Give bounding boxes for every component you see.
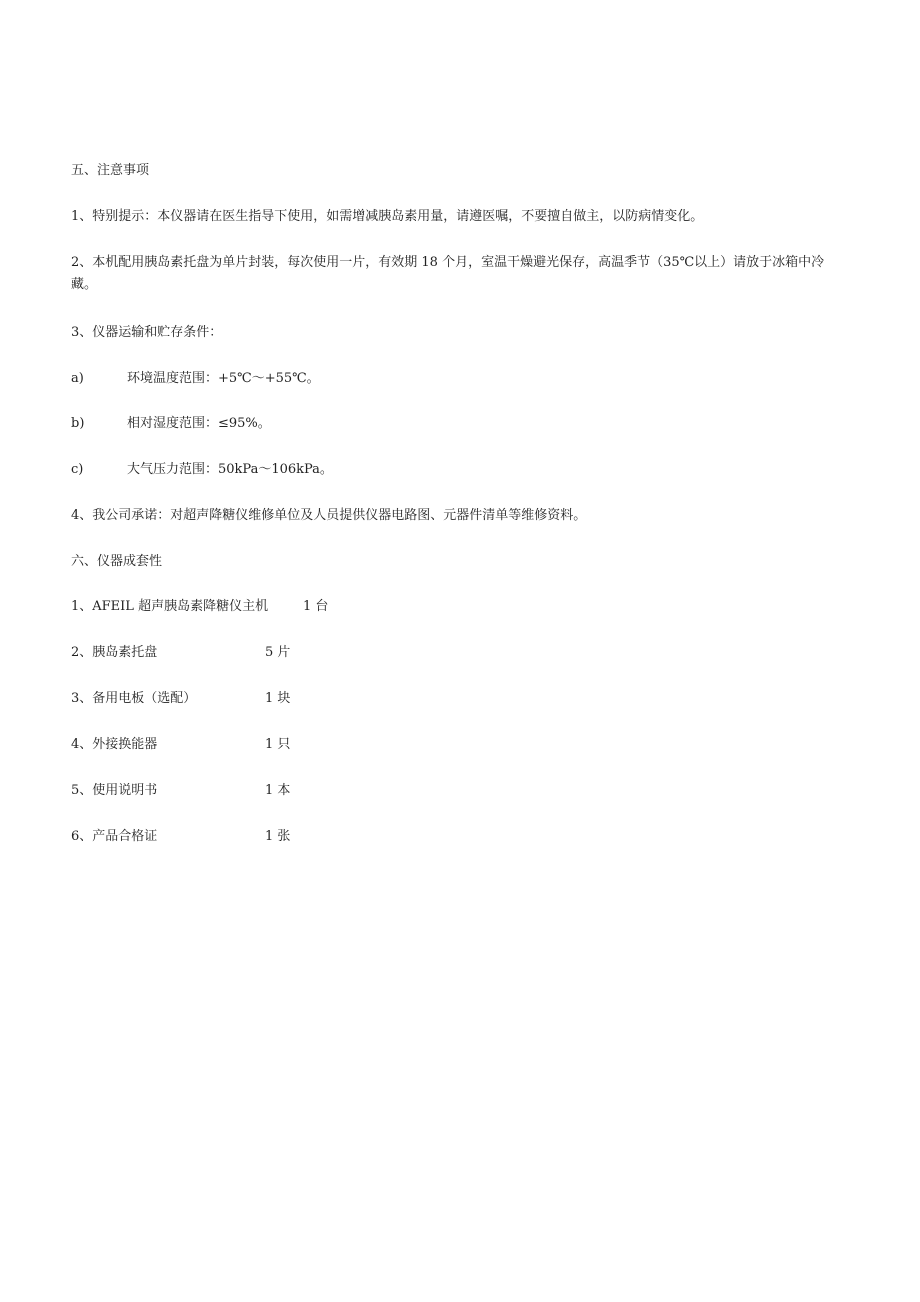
component-5-name: 5、使用说明书 <box>71 783 158 798</box>
condition-a-label: a) <box>71 371 84 386</box>
component-5-qty: 1 本 <box>265 783 291 798</box>
component-2-name: 2、胰岛素托盘 <box>71 645 158 660</box>
component-1-name: 1、AFEIL 超声胰岛素降糖仪主机 <box>71 599 269 614</box>
section-6-heading: 六、仪器成套性 <box>71 554 163 569</box>
component-4-qty: 1 只 <box>265 737 291 752</box>
note-2-tray-storage: 2、本机配用胰岛素托盘为单片封装，每次使用一片，有效期 18 个月，室温干燥避光保存，高温季节（35℃以上）请放于冰箱中冷藏。 <box>71 255 825 292</box>
note-3-transport-conditions: 3、仪器运输和贮存条件： <box>71 325 223 340</box>
component-3-name: 3、备用电板（选配） <box>71 691 197 706</box>
condition-b-humidity: 相对湿度范围：≤95%。 <box>127 416 271 431</box>
condition-c-label: c) <box>71 462 84 477</box>
component-4-name: 4、外接换能器 <box>71 737 158 752</box>
component-1-qty: 1 台 <box>303 599 329 614</box>
component-2-qty: 5 片 <box>265 645 291 660</box>
component-6-name: 6、产品合格证 <box>71 829 158 844</box>
condition-b-label: b) <box>71 416 85 431</box>
component-6-qty: 1 张 <box>265 829 291 844</box>
section-5-heading: 五、注意事项 <box>71 163 150 178</box>
note-1-special-reminder: 1、特别提示：本仪器请在医生指导下使用，如需增减胰岛素用量，请遵医嘱，不要擅自做主，以防病情变化。 <box>71 209 704 224</box>
condition-c-pressure: 大气压力范围：50kPa～106kPa。 <box>127 462 333 477</box>
condition-a-temperature: 环境温度范围：+5℃～+55℃。 <box>127 371 320 386</box>
component-3-qty: 1 块 <box>265 691 291 706</box>
note-4-company-commitment: 4、我公司承诺：对超声降糖仪维修单位及人员提供仪器电路图、元器件清单等维修资料。 <box>71 508 587 523</box>
